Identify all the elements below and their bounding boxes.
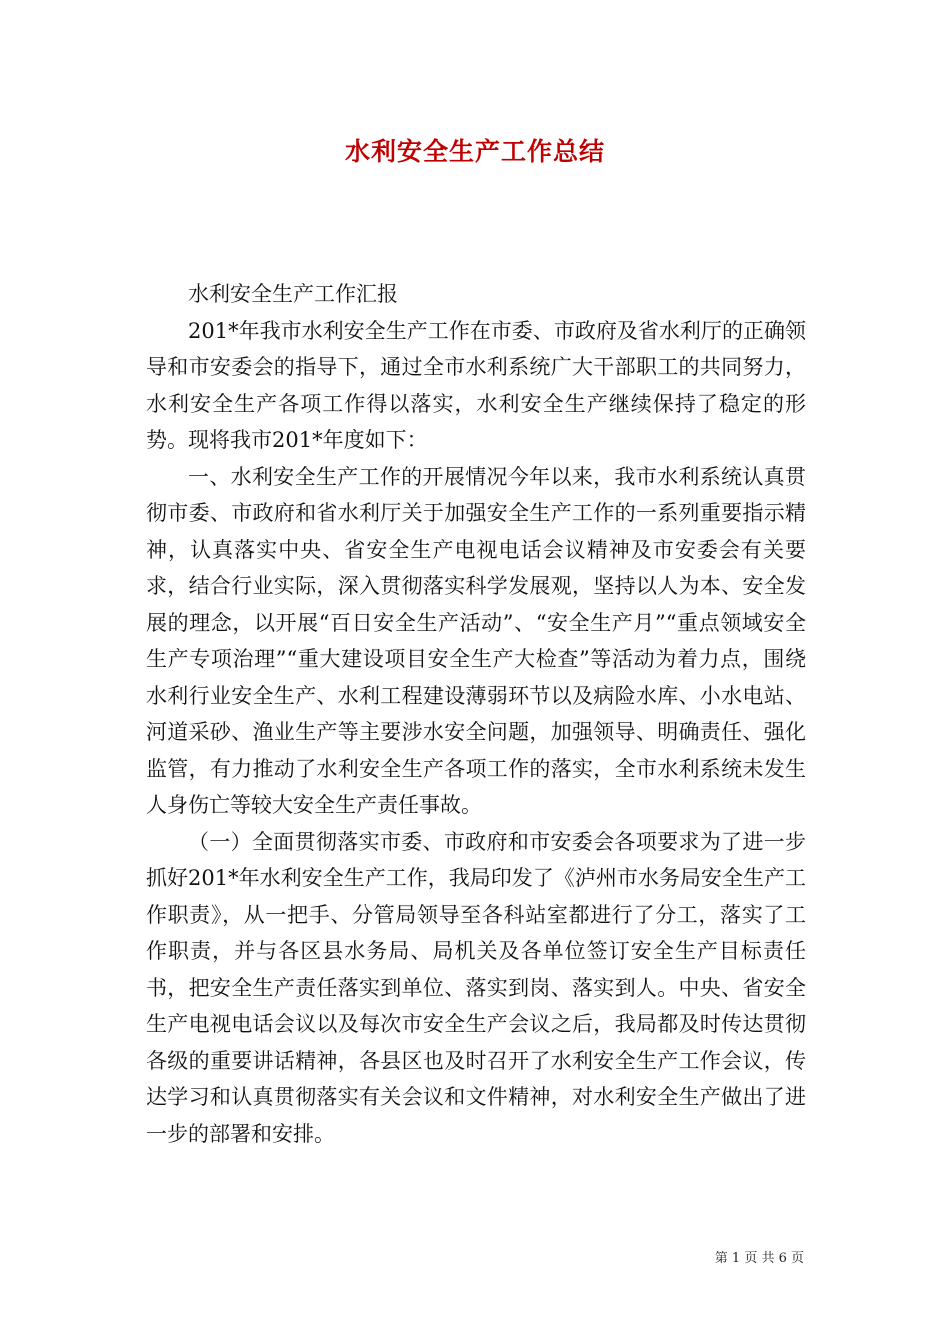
- document-body: [146, 276, 806, 1152]
- paragraph-intro: 201*年我市水利安全生产工作在市委、市政府及省水利厅的正确领导和市安委会的指导下，通过全市水利系统广大干部职工的共同努力，水利安全生产各项工作得以落实，水利安全生产继续保持了稳定的形势。现将我市201*年度如下：: [146, 318, 806, 452]
- page-number-footer: 第 1 页 共 6 页: [714, 1251, 804, 1266]
- paragraph-section-one: 一、水利安全生产工作的开展情况今年以来，我市水利系统认真贯彻市委、市政府和省水利厅关于加强安全生产工作的一系列重要指示精神，认真落实中央、省安全生产电视电话会议精神及市安委会有关要求，结合行业实际，深入贯彻落实科学发展观，坚持以人为本、安全发展的理念，以开展“百日安全生产活动”、“安全生产月”“重点领域安全生产专项治理”“重大建设项目安全生产大检查”等活动为着力点，围绕水利行业安全生产、水利工程建设薄弱环节以及病险水库、小水电站、河道采砂、渔业生产等主要涉水安全问题，加强领导、明确责任、强化监管，有力推动了水利安全生产各项工作的落实，全市水利系统未发生人身伤亡等较大安全生产责任事故。: [146, 464, 806, 817]
- paragraph-heading: 水利安全生产工作汇报: [188, 282, 398, 306]
- paragraph-subsection-one: （一）全面贯彻落实市委、市政府和市安委会各项要求为了进一步抓好201*年水利安全生产工作，我局印发了《泸州市水务局安全生产工作职责》，从一把手、分管局领导至各科站室都进行了分工，落实了工作职责，并与各区县水务局、局机关及各单位签订安全生产目标责任书，把安全生产责任落实到单位、落实到岗、落实到人。中央、省安全生产电视电话会议以及每次市安全生产会议之后，我局都及时传达贯彻各级的重要讲话精神，各县区也及时召开了水利安全生产工作会议，传达学习和认真贯彻落实有关会议和文件精神，对水利安全生产做出了进一步的部署和安排。: [146, 829, 806, 1146]
- document-title: 水利安全生产工作总结: [344, 137, 605, 166]
